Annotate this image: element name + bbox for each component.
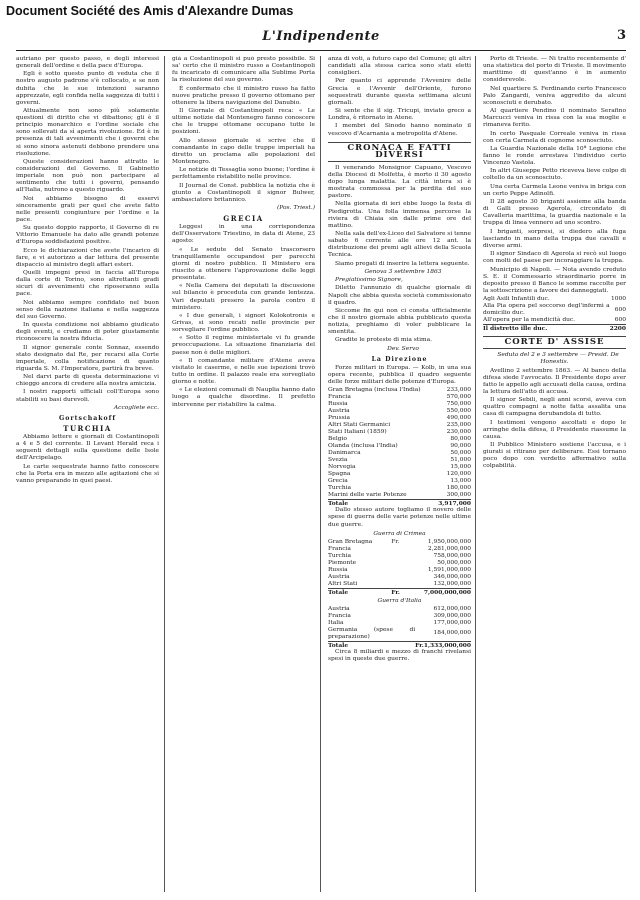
table-total-row xyxy=(328,641,471,649)
table-row xyxy=(328,574,471,581)
table-title: Guerra di Crimea xyxy=(373,530,426,537)
paragraph: Queste considerazioni hanno attratto le considerazioni del Governo. Il Gabinetto imperiale non può non partecipare al sentimento che tutti i governi, pensando all'Italia, nutrono a questo riguardo. xyxy=(16,158,159,194)
paragraph: Il venerando Monsignor Capuano, Vescovo della Diocesi di Molfetta, è morto il 30 agosto dopo lunga malattia. La città intera si è mostrata commossa per la perdita del suo pastore. xyxy=(328,164,471,200)
paragraph: Attualmente non sono più solamente questioni di diritto che vi dibattono; gli è il principio monarchico e l'ordine sociale che sono sollevati da sì aperta rivoluzione. Ed è in presenza di tali avvenimenti che i governi che si sono sinora astenuti debbono prendere una risoluzione. xyxy=(16,108,159,157)
table-row xyxy=(483,303,626,317)
table-cell: Totale xyxy=(328,641,415,649)
table-cell: 600 xyxy=(614,306,626,313)
paragraph: I briganti, sorpresi, si diedero alla fuga lasciando in mano della truppa due cavalli e diverse armi. xyxy=(483,228,626,249)
table-row xyxy=(328,471,471,478)
table-cell xyxy=(391,546,403,553)
paragraph: Il signor Sindaco di Agerola si recò sul luogo con molti del paese per incoraggiare la truppa. xyxy=(483,251,626,265)
table-cell: Svezia xyxy=(328,457,348,464)
table-cell: 309,000,000 xyxy=(433,612,471,619)
section-heading-turchia: TURCHIA xyxy=(63,424,112,434)
paragraph: In altri Giuseppe Petto riceveva lieve colpo di coltello da un sconosciuto. xyxy=(483,168,626,182)
table-cell: Gran Bretagna xyxy=(328,538,373,545)
paragraph: In certo Pasquale Correale veniva in rissa con certa Carmela di cognome sconosciuto. xyxy=(483,130,626,144)
table-total-row xyxy=(328,588,471,596)
table-cell: Olanda (inclusa l'India) xyxy=(328,443,398,450)
paragraph: Leggesi in una corrispondenza dell'Osservatore Triestino, in data di Atene, 23 agosto: xyxy=(172,224,315,245)
paragraph: Il 28 agosto 30 briganti assieme alla banda di Galli presso Agerola, circondato di Cavalleria marittima, la guardia nazionale e la truppa di linea vennero ad uno scontro. xyxy=(483,199,626,227)
table-row xyxy=(328,492,471,500)
table-cell xyxy=(415,627,424,642)
paragraph: Nella sala dell'ex-Liceo del Salvatore si tenne sabato 6 corrente alle ore 12 ant. la distribuzione dei premi agli allievi della Scuola Tecnica. xyxy=(328,231,471,259)
letter-dateline: Genova 3 settembre 1863 xyxy=(364,268,442,275)
table-cell: 51,000 xyxy=(450,457,471,464)
paragraph: Le carte sequestrate hanno fatto conoscere che la Porta era in mezzo alle agitazioni che si vanno preparando in quei paesi. xyxy=(16,463,159,484)
table-cell: 90,000 xyxy=(450,443,471,450)
paragraph: « Nella Camera dei deputati la discussione sul bilancio è proceduta con grande lentezza. Vari deputati presero la parola contro il ministero. xyxy=(172,283,315,311)
table-cell: Francia xyxy=(328,394,351,401)
table-cell: Fr. xyxy=(391,538,400,545)
table-row xyxy=(328,581,471,589)
column-3 xyxy=(328,56,471,894)
paragraph: Allo stesso giornale si scrive che il comandante in capo delle truppe imperiali ha diretto un proclama alle popolazioni del Montenegro. xyxy=(172,137,315,165)
table-cell: 2200 xyxy=(609,325,626,333)
table-cell: 300,000 xyxy=(446,492,471,499)
municipio-table xyxy=(483,296,626,332)
table-cell: Turchia xyxy=(328,485,352,492)
table-cell: Altri Stati Germanici xyxy=(328,422,391,429)
column-4 xyxy=(483,56,626,894)
table-cell: Agli Asili Infantili duc. xyxy=(483,296,550,303)
paragraph: Siamo pregati di inserire la lettera seguente. xyxy=(335,260,470,267)
table-cell: Stati Italiani (1859) xyxy=(328,429,387,436)
paragraph: anza di voti, a futuro capo del Comune; gli altri candidati alla stessa carica sono stati eletti consiglieri. xyxy=(328,56,471,77)
table-row xyxy=(328,415,471,422)
table-row xyxy=(328,613,471,620)
paragraph: La Guardia Nazionale della 10ª Legione che fanno le ronde arrestava l'individuo certo Vincenzo Vastola. xyxy=(483,145,626,167)
paragraph: « Sotto il regime ministeriale vi fu grande preoccupazione. La situazione finanziaria del paese non è delle migliori. xyxy=(172,335,315,356)
table-row xyxy=(328,408,471,415)
table-cell: Spagna xyxy=(328,471,351,478)
table-cell: Austria xyxy=(328,573,350,580)
table-cell: Turchia xyxy=(328,552,352,559)
table-cell: 233,000 xyxy=(446,387,471,394)
paragraph: Il Journal de Const. pubblica la notizia che è giunto a Costantinopoli il signor Bulwer, ambasciatore britannico. xyxy=(172,182,315,203)
table-cell: 177,000,000 xyxy=(433,619,471,626)
table-row xyxy=(328,606,471,613)
table-cell: 1,950,000,000 xyxy=(427,538,471,545)
table-row xyxy=(328,457,471,464)
paragraph: Ecco le dichiarazioni che avete l'incarico di fare, e vi autorizzo a dar lettura del presente dispaccio al ministro degli affari esteri. xyxy=(16,247,159,268)
table-row xyxy=(328,485,471,492)
table-cell: 230,000 xyxy=(446,429,471,436)
table-cell: Francia xyxy=(328,545,351,552)
table-row xyxy=(328,553,471,560)
crimea-cost-table xyxy=(328,539,471,596)
table-cell: 7,000,000,000 xyxy=(404,588,471,596)
table-cell: All'opera per la mendicità duc. xyxy=(483,317,576,324)
table-cell xyxy=(415,613,424,620)
table-cell: 50,000,000 xyxy=(437,559,471,566)
table-row xyxy=(328,539,471,546)
column-2 xyxy=(172,56,315,894)
table-cell xyxy=(415,620,424,627)
paragraph: Gradite le proteste di mia stima. xyxy=(335,337,433,344)
table-cell: 750,000 xyxy=(446,401,471,408)
paragraph: Siccome fin qui non ci consta ufficialmente che il nostro giornale abbia pubblicato questa notizia, preghiamo di voler pubblicare la smentita. xyxy=(328,307,471,336)
paragraph: Il signor generale conte Sonnaz, essendo stato designato dal Re, per recarsi alla Corte imperiale, colla notificazione di quanto riguarda S. M. l'Imperatore, partirà fra breve. xyxy=(16,344,159,372)
table-row xyxy=(328,567,471,574)
table-cell: Austria xyxy=(328,605,350,612)
table-cell: 13,000 xyxy=(450,478,471,485)
paragraph: Nel darvi parte di questa determinazione vi chieggo ancora di credere alla nostra amicizia. xyxy=(16,374,159,388)
table-cell: Russia xyxy=(328,401,348,408)
paragraph: Al quartiere Pendino il nominato Serafino Marcucci veniva in rissa con la sua moglie e rimaneva ferito. xyxy=(483,108,626,129)
table-cell: 1,591,000,000 xyxy=(427,566,471,573)
table-cell: 758,000,000 xyxy=(433,552,471,559)
table-cell: Piemonte xyxy=(328,559,357,566)
table-cell: Fr. xyxy=(391,588,403,596)
table-cell: 600 xyxy=(614,317,626,324)
source-attribution: (Pos. Triest.) xyxy=(276,205,315,211)
table-cell: Gran Bretagna (inclusa l'India) xyxy=(328,387,421,394)
article-columns xyxy=(16,56,626,894)
table-row xyxy=(328,620,471,627)
newspaper-title: L'Indipendente xyxy=(262,29,380,44)
table-row xyxy=(328,450,471,457)
table-cell: 80,000 xyxy=(450,436,471,443)
paragraph: Municipio di Napoli. — Nota avendo creduto S. E. il Commessario straordinario porre in deposito presso il Banco le somme raccolte per la sottoscrizione a favore dei danneggiati. xyxy=(483,266,626,294)
table-cell: Il distretto ille duc. xyxy=(483,325,610,333)
table-cell: Alla Pia opera pel soccorso degl'infermi a domicilio duc. xyxy=(483,303,610,317)
paragraph: Abbiamo lettere e giornali di Costantinopoli a 4 e 5 del corrente. Il Levant Herald reca i seguenti dettagli sulla questione delle Isole dell'Arcipelago. xyxy=(16,434,159,462)
table-cell xyxy=(391,553,403,560)
table-cell: 1000 xyxy=(611,296,626,303)
paragraph: Avellino 2 settembre 1863. — Al banco della difesa siede l'avvocato. Il Presidente dopo aver fatto le appello agli accusati della causa, ordina la lettura dell'atto di accusa. xyxy=(483,367,626,395)
table-cell: Totale xyxy=(328,588,391,596)
table-cell: 570,000 xyxy=(446,394,471,401)
table-row xyxy=(328,429,471,436)
table-cell: Belgio xyxy=(328,436,347,443)
table-cell: 132,000,000 xyxy=(433,580,471,587)
table-cell: Fr. xyxy=(415,641,424,649)
table-cell: 235,000 xyxy=(446,422,471,429)
paragraph: Il signor Sebili, negli anni scorsi, aveva con quattro compagni a notte fatta assalita una casa di campagna derubandola di tutto. xyxy=(483,397,626,418)
italia-cost-table xyxy=(328,606,471,649)
table-cell: Italia xyxy=(328,619,344,626)
table-cell: Norvegia xyxy=(328,464,356,471)
section-heading-corte: CORTE D' ASSISE xyxy=(483,336,626,349)
table-row xyxy=(328,627,471,642)
paragraph: Circa 8 miliardi e mezzo di franchi rivelansi spesi in queste due guerre. xyxy=(328,648,471,662)
paragraph: È confermato che il ministro russo ha fatto nuove pratiche presso il governo ottomano per ottenere la libera navigazione del Danubio. xyxy=(172,85,315,106)
table-cell: Totale xyxy=(328,500,434,508)
table-row xyxy=(328,394,471,401)
table-cell: 346,000,000 xyxy=(433,573,471,580)
paragraph: Su questo doppio rapporto, il Governo di re Vittorio Emanuele ha dato alle grandi potenze d'Europa soddisfazioni positive. xyxy=(16,225,159,246)
column-1 xyxy=(16,56,159,894)
forze-militari-table xyxy=(328,387,471,507)
table-cell: Altri Stati xyxy=(328,580,358,587)
paragraph: Il Pubblico Ministero sostiene l'accusa, e i giurati si ritirano per deliberare. Essi tornano poco dopo con verdetto affermativo sulla colpabilità. xyxy=(483,442,626,470)
paragraph: Il Giornale di Costantinopoli reca: « Le ultime notizie dal Montenegro fanno conoscere che le truppe ottomane occupano tutte le posizioni. xyxy=(172,108,315,136)
signature: Accogliete ecc. xyxy=(113,404,159,411)
table-row xyxy=(328,387,471,394)
table-cell xyxy=(391,581,403,589)
masthead xyxy=(16,28,626,51)
paragraph: Noi abbiamo sempre confidato nel buon senso della nazione italiana e nella saggezza del suo Governo. xyxy=(16,299,159,320)
paragraph: Si sente che il sig. Tricupi, inviato greco a Londra, è ritornato in Atene. xyxy=(328,108,471,122)
table-cell: 490,000 xyxy=(446,415,471,422)
section-heading-cronaca: CRONACA E FATTI DIVERSI xyxy=(328,142,471,162)
table-cell: 120,000 xyxy=(446,471,471,478)
paragraph: In questa condizione noi abbiamo giudicato degli eventi, e crediamo di poter giustamente riconoscere la nostra fiducia. xyxy=(16,322,159,343)
table-cell: 180,000 xyxy=(446,485,471,492)
page-number: 3 xyxy=(616,28,626,43)
table-title: Guerra d'Italia xyxy=(377,597,422,604)
table-row xyxy=(328,546,471,553)
table-cell: Prussia xyxy=(328,415,351,422)
paragraph: Nella giornata di ieri ebbe luogo la festa di Piedigrotta. Una folla immensa percorse la riviera di Chiaia sin dalle prime ore del mattino. xyxy=(328,201,471,229)
table-cell: Danimarca xyxy=(328,450,361,457)
table-cell: Germania (spese di preparazione) xyxy=(328,626,416,640)
paragraph: Forze militari in Europa. — Kolb, in una sua opera recente, pubblica il quadro seguente delle forze militari delle potenze d'Europa. xyxy=(328,364,471,386)
table-row xyxy=(328,464,471,471)
table-cell xyxy=(391,574,403,581)
table-cell: 184,000,000 xyxy=(433,630,471,637)
paragraph: « Il comandante militare d'Atene aveva visitato le caserme, e nelle sue ispezioni trovò tutto in ordine. Il palazzo reale era sorvegliato giorno e notte. xyxy=(172,357,315,386)
paragraph: Diletto l'annunzio di qualche giornale di Napoli che abbia questa società commissionato il quadro. xyxy=(328,285,471,306)
table-row xyxy=(328,478,471,485)
signer-name: Gortschakoff xyxy=(58,414,117,422)
paragraph: « Le sedute del Senato trascorsero tranquillamente occupandosi per parecchi giorni di nostro pubblico. Il Ministero era riuscito a ottenere l'approvazione delle leggi presentate. xyxy=(172,246,315,282)
paragraph: Noi abbiamo bisogno di esservi sinceramente grati per quel che avete fatto nelle presenti congiunture per l'ordine e la pace. xyxy=(16,195,159,223)
table-cell: 3,917,000 xyxy=(434,500,471,508)
paragraph: Le notizie di Tessaglia sono buone; l'ordine è perfettamente ristabilito nelle province. xyxy=(172,167,315,181)
table-cell: 50,000 xyxy=(450,450,471,457)
table-cell xyxy=(415,606,424,613)
paragraph: già a Costantinopoli si può presto possibile. Si sa' certo che il ministro russo a Costantinopoli fu incaricato di comunicare alla Sublime Porta la risoluzione del suo governo. xyxy=(172,56,315,84)
letter-signer: Dev. Servo xyxy=(387,345,419,352)
table-cell: 1,333,000,000 xyxy=(423,641,471,649)
table-cell: 15,000 xyxy=(450,464,471,471)
table-total-row xyxy=(483,325,626,333)
paragraph: « Le elezioni comunali di Nauplia hanno dato luogo a qualche disordine. Il prefetto intervenne per ristabilire la calma. xyxy=(172,387,315,408)
paragraph: I membri del Sinodo hanno nominato il vescovo d'Acarnania a metropolita d'Atene. xyxy=(328,123,471,137)
table-cell: 550,000 xyxy=(446,408,471,415)
section-heading-grecia: GRECIA xyxy=(223,214,264,224)
paragraph: Egli è sotto questo punto di veduta che il nostro augusto padrone s'è collocato, e se non dubita che le sue intenzioni saranno apprezzate, egli confida nella saggezza di tutti i governi. xyxy=(16,71,159,106)
table-row xyxy=(483,296,626,303)
table-cell: Francia xyxy=(328,612,351,619)
table-cell: Grecia xyxy=(328,478,348,485)
watermark-text: Document Société des Amis d'Alexandre Dumas xyxy=(6,4,294,18)
paragraph: I testimoni vengono ascoltati e dopo le arringhe della difesa, il Presidente riassume la causa. xyxy=(483,419,626,440)
table-cell: Russia xyxy=(328,566,348,573)
letter-signature: La Direzione xyxy=(371,355,428,363)
table-cell: 2,281,000,000 xyxy=(427,545,471,552)
table-row xyxy=(328,443,471,450)
table-cell: Austria xyxy=(328,408,350,415)
session-subheading: Seduta del 2 e 3 settembre — Presid. De Honestis. xyxy=(497,352,619,366)
paragraph: Per quanto ci apprende l'Avvenire delle Grecia e l'Avvenir dell'Oriente, furono sequestrati durante questa settimana alcuni giornali. xyxy=(328,78,471,106)
table-row xyxy=(328,401,471,408)
table-total-row xyxy=(328,500,471,508)
paragraph: « I due generali, i signori Kolokotronis e Grivas, si sono recati nelle provincie per sorvegliare l'ordine pubblico. xyxy=(172,312,315,334)
table-cell xyxy=(391,560,403,567)
table-cell xyxy=(391,567,403,574)
table-cell: Marini delle varie Potenze xyxy=(328,492,407,499)
paragraph: Porto di Trieste. — Ni tratto recentemente d' una statistica del porto di Trieste. Il movimento marittimo di quest'anno è in aumento considerevole. xyxy=(483,56,626,84)
paragraph: Quelli impegni presi in faccia all'Europa dalla corte di Torino, sono altrettanti gradi sicuri di avvenimenti che riposeranno sulla pace. xyxy=(16,270,159,298)
paragraph: Una certa Carmela Leone veniva in briga con un certo Peppe Adinolfi. xyxy=(483,183,626,197)
table-row xyxy=(328,560,471,567)
table-cell: 612,000,000 xyxy=(433,605,471,612)
letter-salutation: Pregiatissimo Signore, xyxy=(335,277,403,284)
table-row xyxy=(483,317,626,325)
paragraph: I nostri rapporti ufficiali coll'Europa sono stabiliti su basi durevoli. xyxy=(16,389,159,403)
paragraph: Dallo stesso autore togliamo il novero delle spese di guerra delle varie potenze nelle ultime due guerre. xyxy=(328,507,471,528)
paragraph: Nel quartiere S. Ferdinando certo Francesco Palo Zangardi, veniva aggredito da alcuni sconosciuti e derubato. xyxy=(483,85,626,106)
paragraph: autriano per questo passo, e degli interessi generali dell'ordine e della pace d'Europa. xyxy=(16,56,159,70)
